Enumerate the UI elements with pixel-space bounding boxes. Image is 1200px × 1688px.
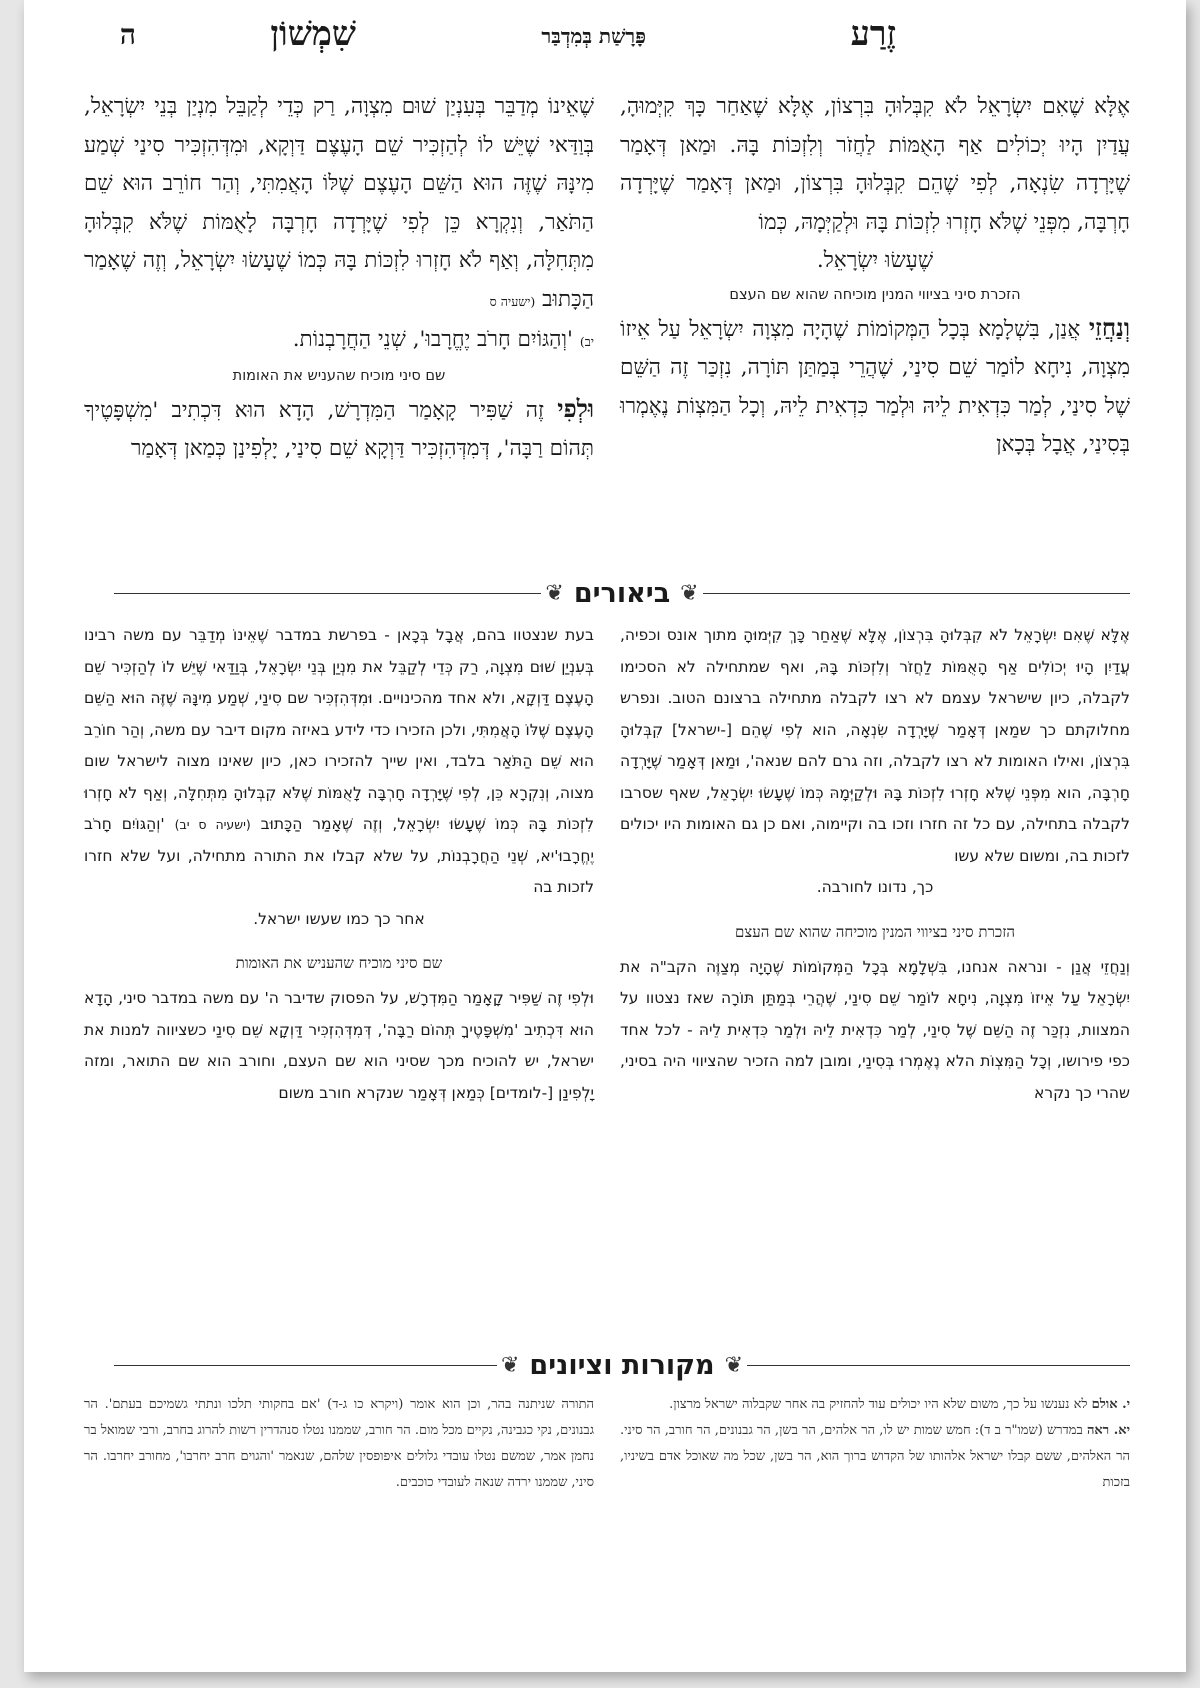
main-text-right-column: [620, 88, 1130, 465]
paragraph-body: שֶׁאֵינוֹ מְדַבֵּר בְּעִנְיַן שׁוּם מִצְוָה, רַק כְּדֵי לְקַבֵּל מִנְיַן בְּנֵי יִשְׂרָאֵל, בְּוַדַּאי שֶׁיֵּשׁ לוֹ לְהַזְכִּיר שֵׁם הָעֶצֶם דַּוְקָא, וּמִדְּהִזְכִּיר סִינַי שְׁמַע מִינָּהּ שֶׁזֶּה הוּא הַשֵּׁם הָעֶצֶם שֶׁלּוֹ הָאֲמִתִּי, וְהַר חוֹרֵב הוּא שֵׁם הַתֹּאַר, וְנִקְרָא כֵּן לְפִי שֶׁיָּרְדָה חָרְבָּה לָאֻמּוֹת שֶׁלֹּא קִבְּלוּהָ מִתְּחִלָּה, וְאַף לֹא חָזְרוּ לִזְכּוֹת בָּהּ כְּמוֹ שֶׁעָשׂוּ יִשְׂרָאֵל, וְזֶה שֶׁאָמַר הַכָּתוּב: [84, 94, 594, 312]
verse-reference: (ישעיה ס יב): [174, 817, 251, 832]
explanation-paragraph: וְנַחֲזֵי אֲנַן - ונראה אנחנו, בִּשְׁלָמָא בְּכָל הַמְּקוֹמוֹת שֶׁהָיָה מְצַוֶּה הקב"ה את יִשְׂרָאֵל עַל אֵיזוֹ מִצְוָה, נִיחָא לוֹמַר שֵׁם סִינַי, שֶׁהֲרֵי בְּמַתַּן תּוֹרָה שאז נצטוו על המצוות, נִזְכַּר זֶה הַשֵּׁם שֶׁל סִינַי, לְמַר כִּדְאִית לֵיהּ וּלְמַר כִּדְאִית לֵיהּ - לכל אחד כפי פירושו, וְכָל הַמִּצְוֹת הלא נֶאֶמְרוּ בְּסִינַי, ומובן למה הזכיר שהציווי היה בסיני, שהרי כך נקרא: [620, 957, 1130, 1102]
explanation-paragraph: וּלְפִי זֶה שַׁפִּיר קָאָמַר הַמִּדְרָשׁ, על הפסוק שדיבר ה' עם משה במדבר סיני, הָדָא הוּא דִּכְתִיב 'מִשְׁפָּטֶיךָ תְּהוֹם רַבָּה', דְּמִדְּהִזְכִּיר דַּוְקָא שֵׁם סִינַי כשציווה למנות את ישראל, יש להוכיח מכך שסיני הוא שם העצם, וחורב הוא שם התואר, ומזה יָלְפִינַן [-לומדים] כְּמַאן דְּאָמַר שנקרא חורב משום: [84, 989, 594, 1102]
main-paragraph: אֶלָּא שֶׁאִם יִשְׂרָאֵל לֹא קִבְּלוּהָ בִּרְצוֹן, אֶלָּא שֶׁאַחַר כָּךְ קִיְּמוּהָ, עֲדַיִן הָיוּ יְכוֹלִים אַף הָאֻמּוֹת לַחֲזֹר וְלִזְכּוֹת בָּהּ. וּמַאן דְּאָמַר שֶׁיָּרְדָה שִׂנְאָה, לְפִי שֶׁהֵם קִבְּלוּהָ בִּרְצוֹן, וּמַאן דְּאָמַר שֶׁיָּרְדָה חָרְבָּה, מִפְּנֵי שֶׁלֹּא חָזְרוּ לִזְכּוֹת בָּהּ וּלְקַיְּמָהּ, כְּמוֹ: [620, 94, 1130, 235]
note-body: לא נענשו על כך, משום שלא היו יכולים עוד להחזיק בה אחר שקבלוה ישראל מרצון.: [669, 1397, 1088, 1412]
main-paragraph: [84, 88, 594, 321]
lead-word: וּלְפִי: [557, 393, 594, 423]
main-text-left-column: [84, 88, 594, 469]
explanations-right-column: [620, 620, 1130, 1109]
lead-word: וְנַחֲזֵי: [1088, 312, 1130, 342]
main-paragraph-end: שֶׁעָשׂוּ יִשְׂרָאֵל.: [816, 248, 934, 273]
paragraph-body: אֲנַן, בִּשְׁלָמָא בְּכָל הַמְּקוֹמוֹת שֶׁהָיָה מִצְוָה יִשְׂרָאֵל עַל אֵיזוֹ מִצְוָה, נִיחָא לוֹמַר שֵׁם סִינַי, שֶׁהֲרֵי בְּמַתַּן תּוֹרָה, נִזְכַּר זֶה הַשֵּׁם שֶׁל סִינַי, לְמַר כִּדְאִית לֵיהּ וּלְמַר כִּדְאִית לֵיהּ, וְכָל הַמִּצְוֹת נֶאֶמְרוּ בְּסִינַי, אֲבָל בְּכָאן: [620, 316, 1130, 457]
header-author-title: שִׁמְשׁוֹן: [270, 14, 356, 54]
section-subheading: שם סיני מוכיח שהעניש את האומות: [232, 367, 446, 384]
paragraph-body: 'וְהַגּוֹיִם חָרֹב יֶחֱרָבוּ', שְׁנֵי הַחֲרָבְנוֹת.: [292, 327, 573, 352]
flourish-icon: ❦: [545, 580, 564, 606]
note-body: במדרש (שמו"ר ב ד): חמש שמות יש לו, הר אלהים, הר בשן, הר גבנונים, הר חורב, הר סיני. הר האלהים, ששם קבלו ישראל אלהותו של הקדוש ברוך הוא, הר בשן, שכל מה שאוכל אדם בשיניו, בזכות: [620, 1423, 1130, 1490]
explanations-title: ביאורים: [573, 577, 671, 609]
section-subheading: הזכרת סיני בציווי המנין מוכיחה שהוא שם העצם: [735, 922, 1015, 941]
flourish-icon: ❦: [680, 580, 699, 606]
explanation-paragraph: אֶלָּא שֶׁאִם יִשְׂרָאֵל לֹא קִבְּלוּהָ בִּרְצוֹן, אֶלָּא שֶׁאַחַר כָּךְ קִיְּמוּהָ מתוך אונס וכפיה, עֲדַיִן הָיוּ יְכוֹלִים אַף הָאֻמּוֹת לַחֲזֹר וְלִזְכּוֹת בָּהּ, ואף שמתחילה לא הסכימו לקבלה, כיון שישראל עצמם לא רצו לקבלה מתחילה ברצונם הטוב. ונפרש מחלוקתם כך שמַאן דְּאָמַר שֶׁיָּרְדָה שִׂנְאָה, הוא לְפִי שֶׁהֵם [-ישראל] קִבְּלוּהָ בִּרְצוֹן, ואילו האומות לא רצו לקבלה, וזה גרם להם שנאה', וּמַאן דְּאָמַר שֶׁיָּרְדָה חָרְבָּה, הוא מִפְּנֵי שֶׁלֹּא חָזְרוּ לִזְכּוֹת בָּהּ וּלְקַיְּמָהּ כְּמוֹ שֶׁעָשׂוּ יִשְׂרָאֵל, שאף שסרבו לקבלה בתחילה, עם כל זה חזרו וזכו בה וקיימוה, ואם כן גם האומות היו יכולים לזכות בה, ומשום שלא עשו: [620, 626, 1130, 865]
verse-reference: יב): [579, 334, 594, 349]
flourish-icon: ❦: [724, 1352, 744, 1378]
note-lead: י. אולם: [1091, 1397, 1130, 1412]
divider-line: [747, 1365, 1130, 1366]
main-paragraph: [84, 390, 594, 469]
source-note: [620, 1392, 1130, 1418]
section-subheading: שם סיני מוכיח שהעניש את האומות: [235, 954, 443, 972]
divider-line: [703, 593, 1130, 594]
paragraph-body: זֶה שַׁפִּיר קָאָמַר הַמִּדְרָשׁ, הָדָא הוּא דִּכְתִיב 'מִשְׁפָּטֶיךָ תְּהוֹם רַבָּה', דְּמִדְּהִזְכִּיר דַּוְקָא שֵׁם סִינַי, יָלְפִינַן כְּמַאן דְּאָמַר: [84, 397, 594, 461]
page-number: ה: [119, 18, 136, 51]
source-note: התורה שניתנה בהר, וכן הוא אומר (ויקרא כו ג-ד) 'אם בחקותי תלכו ונתתי גשמיכם בעתם'. הר גבנונים, נקי כגבינה, נקיים מכל מום. הר חורב, שממנו נטלו סנהדרין רשות להרוג בחרב, ורבי שמואל בר נחמן אמר, שמשם נטלו עובדי גלולים איפופסין שלהם, שנאמר 'והגוים חרב יחרבו', מחורב יחרבו. הר סיני, שממנו ירדה שנאה לעובדי כוכבים.: [84, 1397, 594, 1490]
explanations-left-column: [84, 620, 594, 1109]
source-note: [620, 1418, 1130, 1496]
sources-left-column: [84, 1392, 594, 1496]
header-book-title: זֶרַע: [850, 14, 896, 54]
explanation-paragraph-end: אחר כך כמו שעשו ישראל.: [253, 909, 425, 928]
sources-right-column: [620, 1392, 1130, 1496]
note-lead: יא. ראה: [1086, 1423, 1130, 1438]
explanation-paragraph: [84, 620, 594, 904]
flourish-icon: ❦: [500, 1352, 520, 1378]
verse-reference: (ישעיה ס: [489, 293, 536, 309]
explanations-divider: [114, 576, 1130, 610]
paragraph-body: 'וְהַגּוֹיִם חָרֹב יֶחֱרָבוּ'יא, שְׁנֵי הַחֲרָבְנוֹת, על שלא קבלו את התורה מתחילה, ועל שלא חזרו לזכות בה: [84, 815, 594, 896]
section-subheading: הזכרת סיני בציווי המנין מוכיחה שהוא שם העצם: [729, 286, 1021, 303]
book-page: [24, 0, 1186, 1672]
sources-divider: [114, 1348, 1130, 1382]
page-header: [84, 14, 1126, 64]
paragraph-body: בעת שנצטוו בהם, אֲבָל בְּכָאן - בפרשת במדבר שֶׁאֵינוֹ מְדַבֵּר עם משה רבינו בְּעִנְיַן שׁוּם מִצְוָה, רַק כְּדֵי לְקַבֵּל את מִנְיַן בְּנֵי יִשְׂרָאֵל, בְּוַדַּאי שֶׁיֵּשׁ לוֹ לְהַזְכִּיר שֵׁם הָעֶצֶם דַּוְקָא, ולא אחד מהכינויים. וּמִדְּהִזְכִּיר שם סִינַי, שְׁמַע מִינָּהּ שֶׁזֶּה הוּא הַשֵּׁם הָעֶצֶם שֶׁלּוֹ הָאֲמִתִּי, ולכן הזכירו כדי לידע באיזה מקום דיבר עם משה, וְהַר חוֹרֵב הוּא שֵׁם הַתֹּאַר בלבד, ואין שייך להזכירו כאן, כיון שאינו מצוה לישראל שום מצוה, וְנִקְרָא כֵּן, לְפִי שֶׁיָּרְדָה חָרְבָּה לָאֻמּוֹת שֶׁלֹּא קִבְּלוּהָ מִתְּחִלָּה, וְאַף לֹא חָזְרוּ לִזְכּוֹת בָּהּ כְּמוֹ שֶׁעָשׂוּ יִשְׂרָאֵל, וְזֶה שֶׁאָמַר הַכָּתוּב: [84, 626, 595, 833]
header-parsha-title: פָּרָשַׁת בְּמִדְבַּר: [541, 24, 646, 48]
main-paragraph-end: [84, 321, 594, 362]
sources-title: מקורות וציונים: [529, 1349, 715, 1381]
explanation-paragraph-end: כך, נדונו לחורבה.: [816, 878, 934, 896]
divider-line: [114, 1365, 497, 1366]
main-paragraph: [620, 309, 1130, 465]
divider-line: [114, 593, 541, 594]
